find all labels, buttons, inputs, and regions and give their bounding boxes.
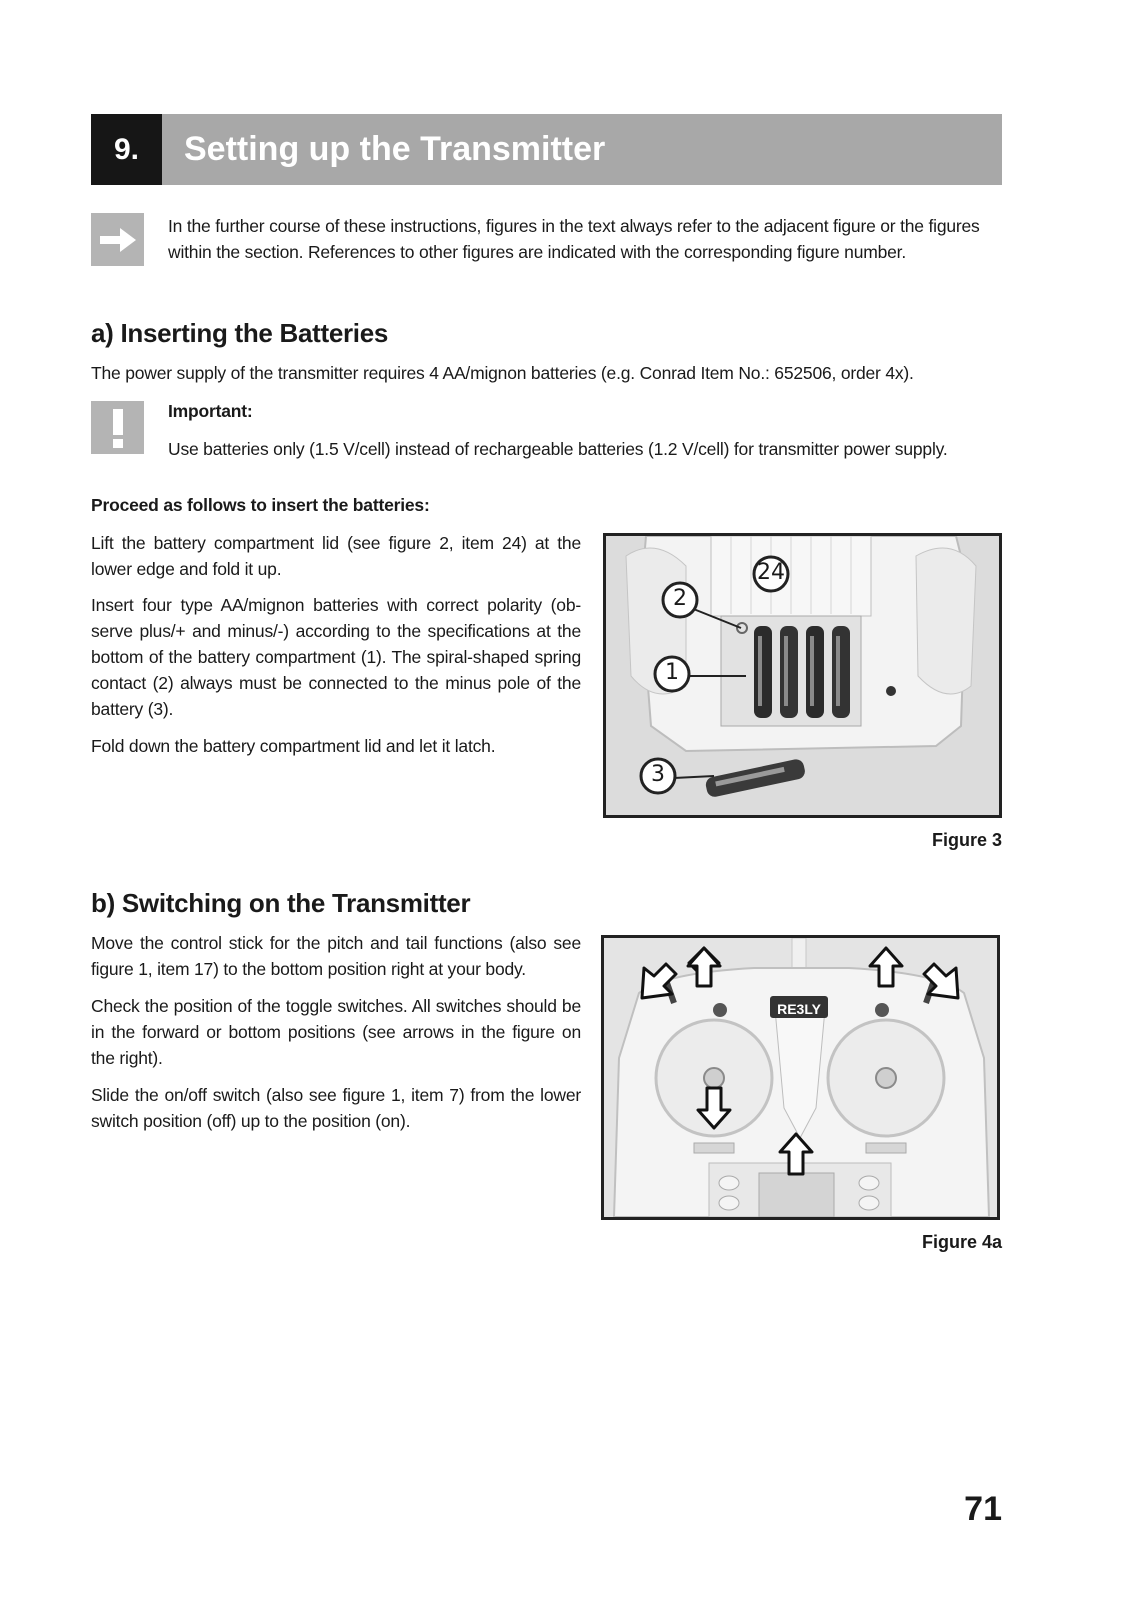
section-title: Setting up the Transmitter [162,114,1002,185]
page-number: 71 [964,1490,1002,1528]
section-number: 9. [91,114,162,185]
heading-inserting-batteries: a) Inserting the Batteries [91,318,389,348]
switch-step-2: Check the position of the toggle switches. All switches should be in the forward or bottom positions (see arrows in the figure on the right). [91,996,581,1068]
figure-4a-caption: Figure 4a [921,1232,1002,1252]
battery-step-3: Fold down the battery compartment lid and let it latch. [91,736,496,756]
brand-logo: RE3LY [777,1001,821,1017]
important-text: Use batteries only (1.5 V/cell) instead of rechargeable batteries (1.2 V/cell) for transmitter power supply. [168,439,948,459]
battery-step-2: Insert four type AA/mignon batteries with correct polarity (ob-serve plus/+ and minus/-) according to the specifications at the bottom of the battery compartment (1). The spiral-shaped spring contact (2) always must be connected to the minus pole of the battery (3). [91,595,581,719]
important-label: Important: [168,401,253,421]
figure-3-caption: Figure 3 [931,830,1002,850]
battery-intro: The power supply of the transmitter requires 4 AA/mignon batteries (e.g. Conrad Item No.: 652506, order 4x). [91,363,914,383]
callout-1: 1 [652,654,692,698]
exclamation-icon [91,401,144,454]
switch-step-3: Slide the on/off switch (also see figure 1, item 7) from the lower switch position (off) up to the position (on). [91,1085,581,1131]
callout-24: 24 [751,554,791,598]
figure-3-battery-photo [603,533,1002,818]
callout-3: 3 [638,756,678,800]
battery-step-1: Lift the battery compartment lid (see figure 2, item 24) at the lower edge and fold it up. [91,533,581,579]
proceed-heading: Proceed as follows to insert the batteries: [91,495,430,515]
arrow-right-icon [91,213,144,266]
heading-switching-on: b) Switching on the Transmitter [91,888,471,918]
figure-4a-transmitter-photo [601,935,1000,1220]
switch-step-1: Move the control stick for the pitch and tail functions (also see figure 1, item 17) to the bottom position right at your body. [91,933,581,979]
note-text: In the further course of these instructions, figures in the text always refer to the adjacent figure or the figures within the section. References to other figures are indicated with the corresponding figure number. [168,216,980,262]
callout-2: 2 [660,580,700,624]
